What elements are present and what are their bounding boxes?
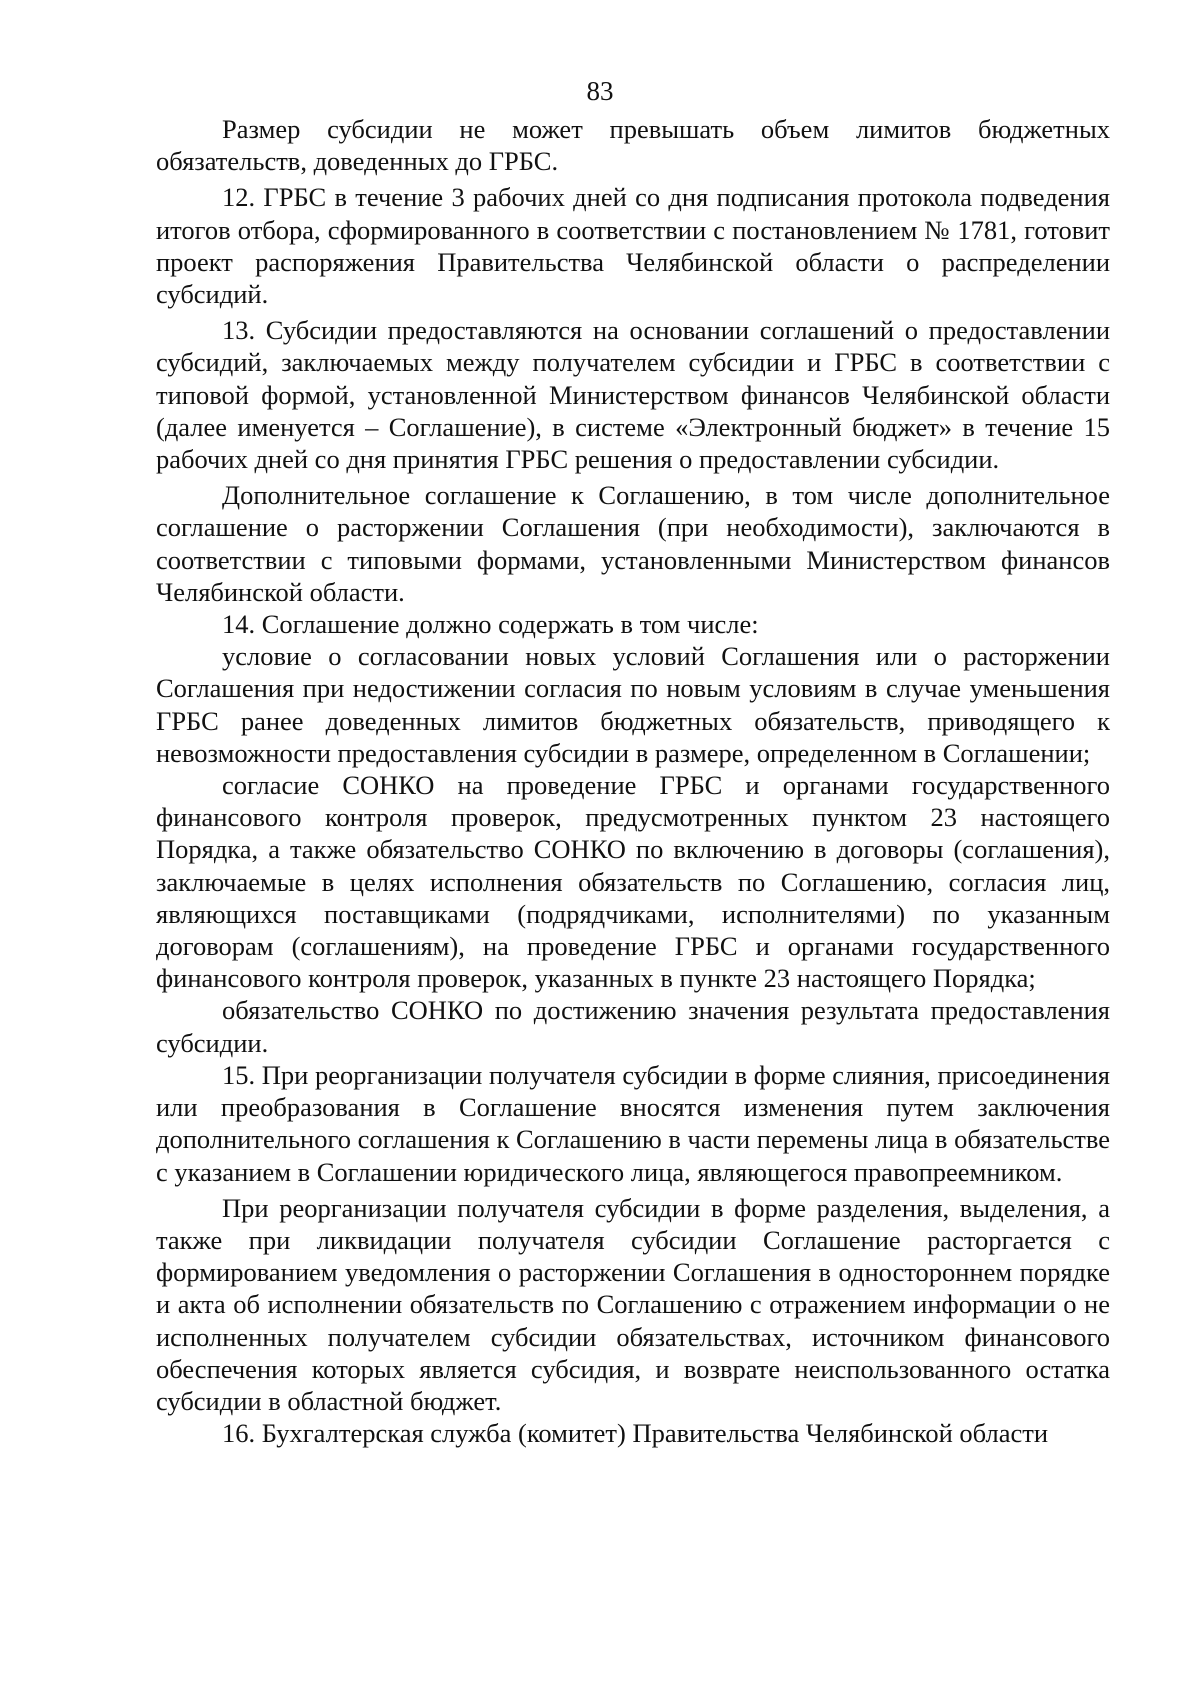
page-number: 83 [586, 76, 614, 106]
paragraph-clause-12: 12. ГРБС в течение 3 рабочих дней со дня подписания протокола подведения итогов отбора, сформированного в соответствии с постановлением № 1781, готовит проект распоряжения Правительства Челябинской области о распределении субсидий. [156, 182, 1110, 310]
paragraph-clause-13: 13. Субсидии предоставляются на основании соглашений о предоставлении субсидий, заключаемых между получателем субсидии и ГРБС в соответствии с типовой формой, установленной Министерством финансов Челябинской области (далее именуется – Соглашение), в системе «Электронный бюджет» в течение 15 рабочих дней со дня принятия ГРБС решения о предоставлении субсидии. [156, 315, 1110, 475]
paragraph-obligation-result: обязательство СОНКО по достижению значения результата предоставления субсидии. [156, 995, 1110, 1058]
paragraph-clause-16: 16. Бухгалтерская служба (комитет) Правительства Челябинской области [222, 1418, 1049, 1449]
paragraph-consent-inspections: согласие СОНКО на проведение ГРБС и органами государственного финансового контроля проверок, предусмотренных пунктом 23 настоящего Порядка, а также обязательство СОНКО по включению в договоры (соглашения), заключаемые в целях исполнения обязательств по Соглашению, согласия лиц, являющихся поставщиками (подрядчиками, исполнителями) по указанным договорам (соглашениям), на проведение ГРБС и органами государственного финансового контроля проверок, указанных в пункте 23 настоящего Порядка; [156, 770, 1110, 994]
paragraph-clause-14: 14. Соглашение должно содержать в том числе: [222, 609, 759, 640]
paragraph-additional-agreement: Дополнительное соглашение к Соглашению, в том числе дополнительное соглашение о расторжении Соглашения (при необходимости), заключаются в соответствии с типовыми формами, установленными Министерством финансов Челябинской области. [156, 480, 1110, 607]
paragraph-clause-15: 15. При реорганизации получателя субсидии в форме слияния, присоединения или преобразования в Соглашение вносятся изменения путем заключения дополнительного соглашения к Соглашению в части перемены лица в обязательстве с указанием в Соглашении юридического лица, являющегося правопреемником. [156, 1059, 1110, 1187]
paragraph-condition-agreement: условие о согласовании новых условий Соглашения или о расторжении Соглашения при недостижении согласия по новым условиям в случае уменьшения ГРБС ранее доведенных лимитов бюджетных обязательств, приводящего к невозможности предоставления субсидии в размере, определенном в Соглашении; [156, 641, 1110, 768]
paragraph-reorganization-termination: При реорганизации получателя субсидии в форме разделения, выделения, а также при ликвидации получателя субсидии Соглашение расторгается с формированием уведомления о расторжении Соглашения в одностороннем порядке и акта об исполнении обязательств по Соглашению с отражением информации о не исполненных получателем субсидии обязательствах, источником финансового обеспечения которых является субсидия, и возврате неиспользованного остатка субсидии в областной бюджет. [156, 1192, 1110, 1416]
document-body [156, 113, 1110, 1449]
paragraph-subsidy-limit: Размер субсидии не может превышать объем лимитов бюджетных обязательств, доведенных до ГРБС. [156, 114, 1110, 177]
